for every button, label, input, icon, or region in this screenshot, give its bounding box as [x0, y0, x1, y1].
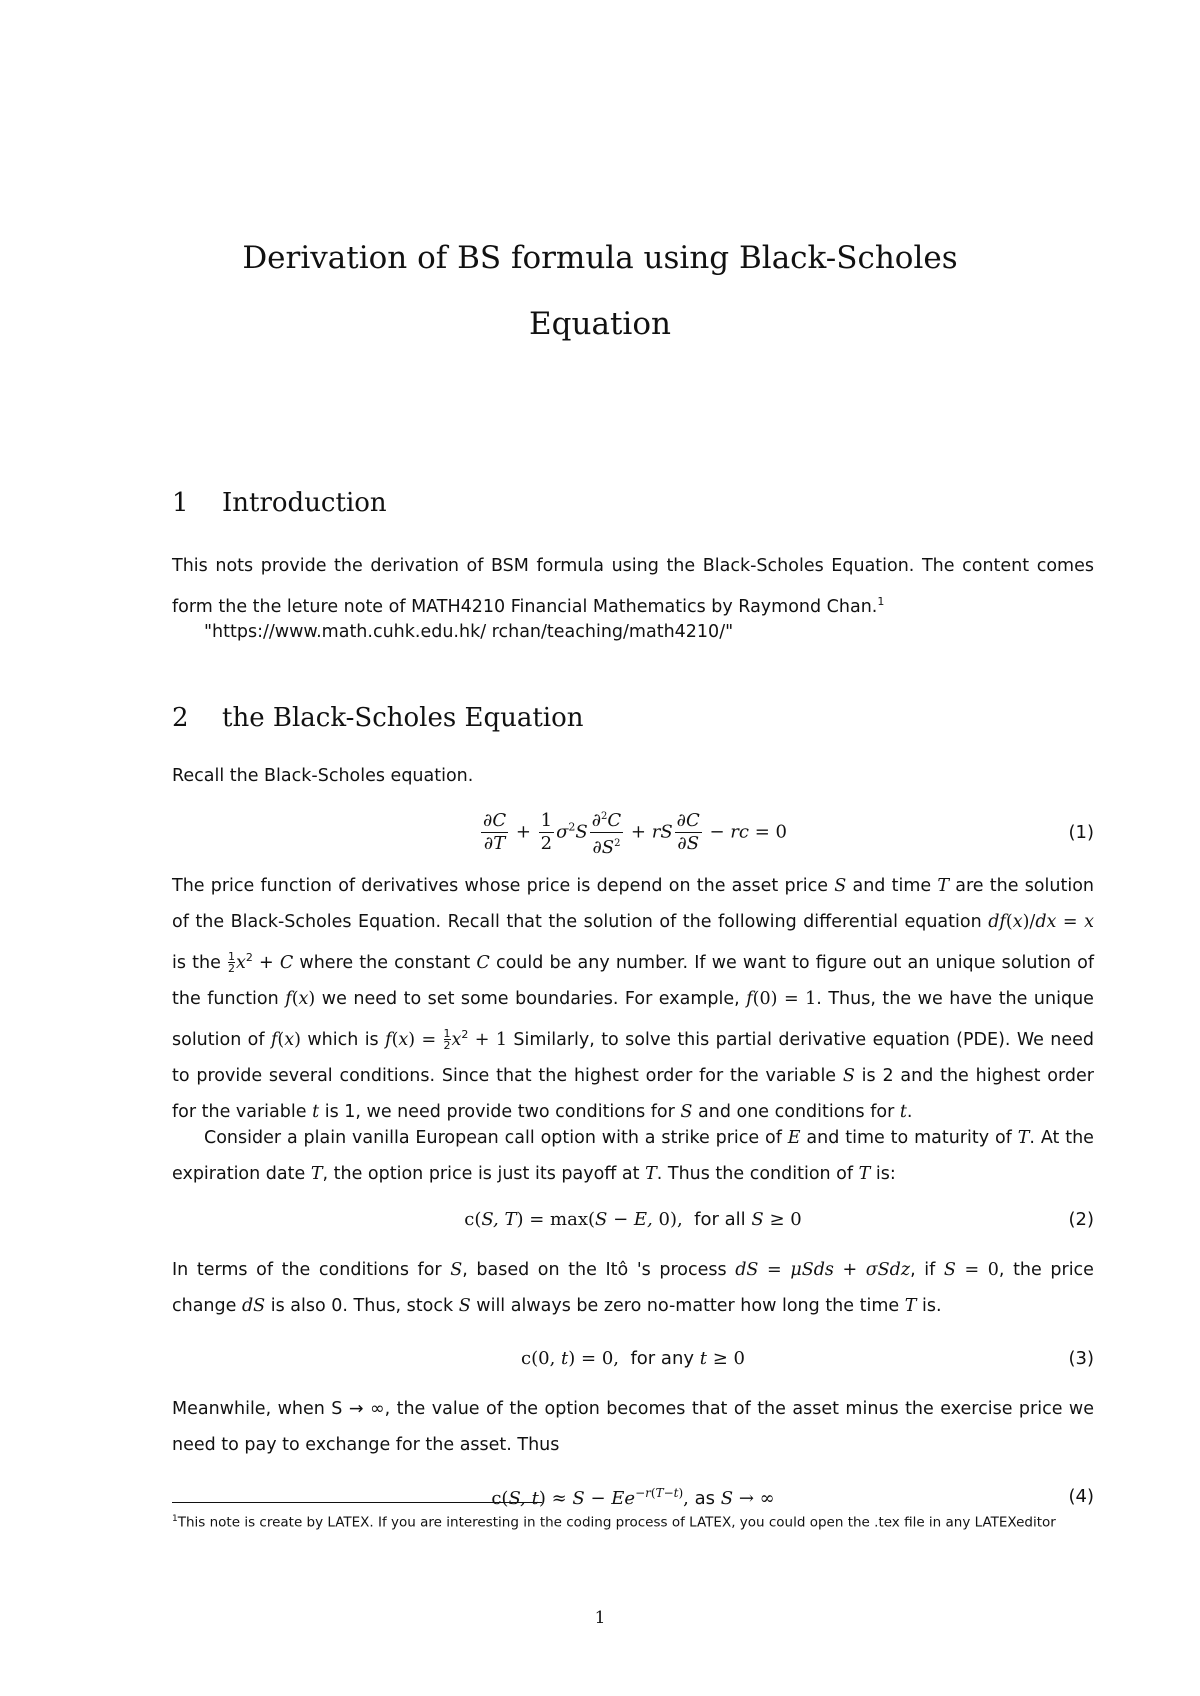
- recall-sentence: Recall the Black-Scholes equation.: [172, 766, 474, 786]
- intro-paragraph: This nots provide the derivation of BSM formula using the Black-Scholes Equation. The content comes form the the leture note of MATH4210 Financial Mathematics by Raymond Chan.$^1$: [172, 556, 1094, 617]
- equation-1: $\frac{\partial C}{\partial T}$ + $\frac{1}{2}$ $\sigma^2S$ $\frac{\partial^2C}{\partial S^2}$ + rS $\frac{\partial C}{\partial S}$ − rc = 0: [172, 806, 1094, 859]
- page-number: 1: [594, 1608, 606, 1628]
- paper-title-line-2: Equation: [529, 306, 671, 342]
- infinity-paragraph: Meanwhile, when S → ∞, the value of the option becomes that of the asset minus the exercise price we need to pay to exchange for the asset. Thus: [172, 1399, 1094, 1455]
- footnote: [172, 1506, 1094, 1537]
- equation-number-3: (3): [1068, 1348, 1094, 1369]
- footnote-rule: [172, 1502, 542, 1503]
- conditions-s-paragraph: In terms of the conditions for S, based on the Itô 's process dS = μSds + σSdz, if S = 0, the price change dS is also 0. Thus, stock S will always be zero no-matter how long the time T is.: [172, 1260, 1094, 1316]
- equation-4: c(S, $t) \approx S - Ee^{-r(T-t)}$, as S → ∞: [491, 1486, 775, 1509]
- course-url: "https://www.math.cuhk.edu.hk/ rchan/teaching/math4210/": [204, 622, 734, 642]
- section-heading-introduction: [172, 488, 387, 518]
- european-call-paragraph: Consider a plain vanilla European call option with a strike price of E and time to maturity of T. At the expiration date T, the option price is just its payoff at T. Thus the condition of T is:: [172, 1128, 1094, 1184]
- section-number: 1: [172, 488, 189, 518]
- section-title: the Black-Scholes Equation: [222, 703, 584, 733]
- paper-title-line-1: Derivation of BS formula using Black-Scholes: [242, 240, 958, 276]
- footnote-marker: 1: [877, 595, 885, 608]
- equation-number-4: (4): [1068, 1486, 1094, 1507]
- section-title: Introduction: [222, 488, 387, 518]
- section-heading-black-scholes: [172, 703, 584, 733]
- footnote-text: This note is create by LATEX. If you are interesting in the coding process of LATEX, you could open the .tex file in any LATEXeditor: [177, 1514, 1056, 1531]
- equation-2: c(S, T) = max(S − E, 0), for all S ≥ 0: [464, 1209, 802, 1230]
- equation-number-1: (1): [1068, 822, 1094, 843]
- footnote-number: 1: [172, 1514, 178, 1524]
- section-number: 2: [172, 703, 189, 733]
- equation-number-2: (2): [1068, 1209, 1094, 1230]
- solution-paragraph: The price function of derivatives whose price is depend on the asset price S and time T are the solution of the Black-Scholes Equation. Recall that the solution of the following differential equation df(x)/dx = x is the $\frac{1}{2}$ $x^2 + C$ where the constant C could be any number. If we want to figure out an unique solution of the function f(x) we need to set some boundaries. For example, f(0) = 1. Thus, the we have the unique solution of f(x) which is f(x) = $\frac{1}{2}$ $x^2 + 1$ Similarly, to solve this partial derivative equation (PDE). We need to provide several conditions. Since that the highest order for the variable S is 2 and the highest order for the variable t is 1, we need provide two conditions for S and one conditions for t.: [172, 876, 1094, 1122]
- equation-3: c(0, t) = 0, for any t ≥ 0: [521, 1348, 745, 1369]
